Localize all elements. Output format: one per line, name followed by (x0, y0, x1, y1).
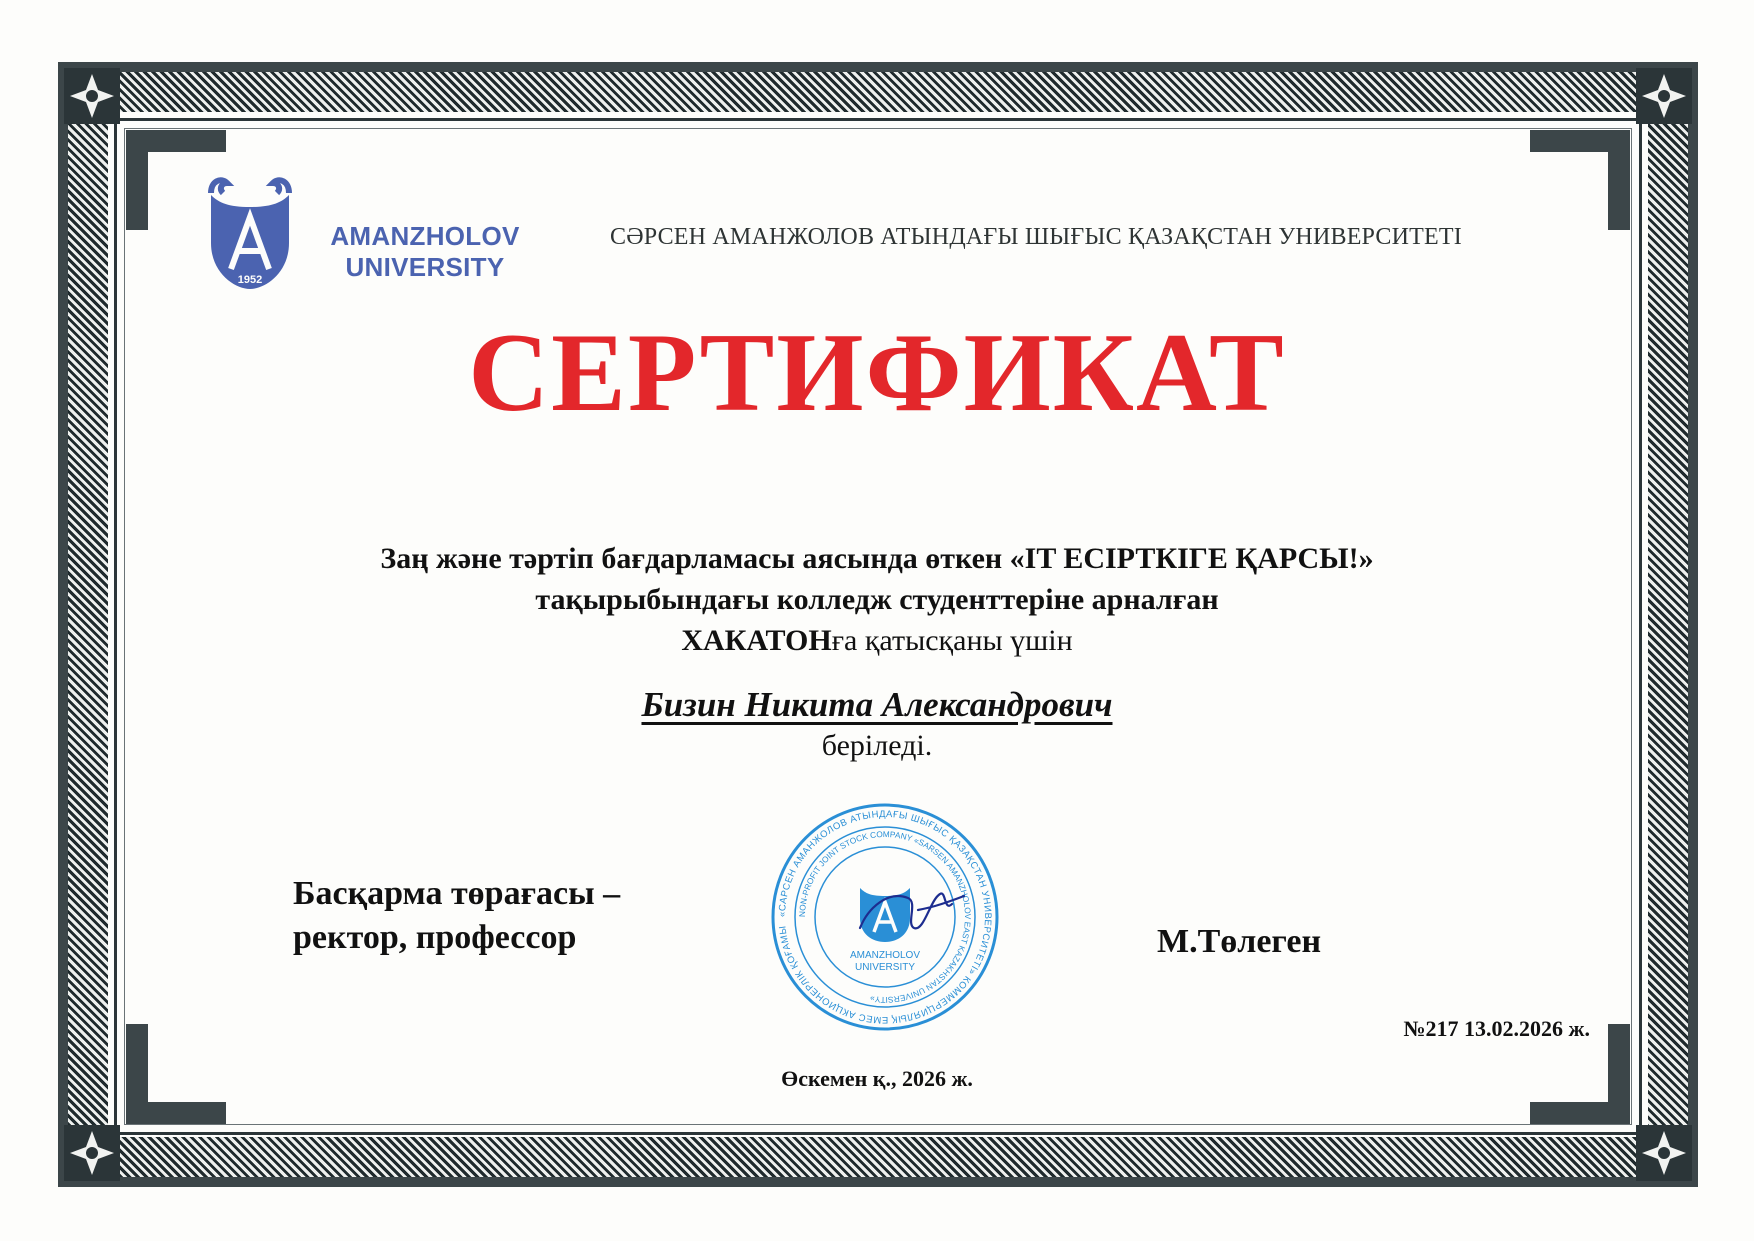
signatory-position-line1: Басқарма төрағасы – (293, 875, 621, 912)
recipient-name-line (0, 683, 1754, 727)
stamp-inner-text: NON-PROFIT JOINT STOCK COMPANY «SARSEN AMANZHOLOV EAST KAZAKHSTAN UNIVERSITY» (796, 828, 974, 1006)
svg-text:AMANZHOLOV: AMANZHOLOV (849, 950, 921, 961)
signatory-name: М.Төлеген (1157, 923, 1322, 960)
signatory-position (293, 872, 713, 960)
svg-text:UNIVERSITY: UNIVERSITY (854, 962, 916, 973)
corner-ornament-icon (64, 1125, 120, 1181)
recipient-name: Бизин Никита Александрович (641, 685, 1113, 724)
place-and-year: Өскемен қ., 2026 ж. (781, 1066, 973, 1091)
body-line-2: тақырыбындағы колледж студенттеріне арналған (535, 583, 1219, 616)
corner-ornament-icon (1636, 68, 1692, 124)
issued-text: беріледі. (821, 729, 933, 762)
stamp-outer-text: «САРСЕН АМАНЖОЛОВ АТЫНДАҒЫ ШЫҒЫС ҚАЗАҚСТАН УНИВЕРСИТЕТІ» КОММЕРЦИЯЛЫҚ ЕМЕС АКЦИОНЕРЛІК ҚОҒАМЫ (776, 808, 994, 1026)
corner-ornament-icon (1636, 1125, 1692, 1181)
body-line-3 (200, 620, 1554, 661)
body-line-1: Заң және тәртіп бағдарламасы аясында өткен «IT ЕСІРТКІГЕ ҚАРСЫ!» (380, 542, 1374, 575)
university-name: СӘРСЕН АМАНЖОЛОВ АТЫНДАҒЫ ШЫҒЫС ҚАЗАҚСТАН УНИВЕРСИТЕТІ (610, 224, 1462, 250)
logo-wordmark-line1: AMANZHOLOV (330, 221, 520, 251)
logo-wordmark (315, 221, 535, 283)
document-number-date: №217 13.02.2026 ж. (1403, 1016, 1590, 1041)
university-logo (205, 173, 295, 293)
hackathon-word: ХАКАТОН (681, 624, 832, 657)
official-stamp (768, 800, 1002, 1034)
svg-text:1952: 1952 (237, 274, 263, 286)
corner-ornament-icon (64, 68, 120, 124)
logo-wordmark-line2: UNIVERSITY (345, 252, 505, 282)
signatory-position-line2: ректор, профессор (293, 919, 577, 956)
body-line-3-rest: ға қатысқаны үшін (831, 624, 1073, 657)
certificate-body (200, 538, 1554, 661)
certificate-title: СЕРТИФИКАТ (468, 311, 1286, 435)
